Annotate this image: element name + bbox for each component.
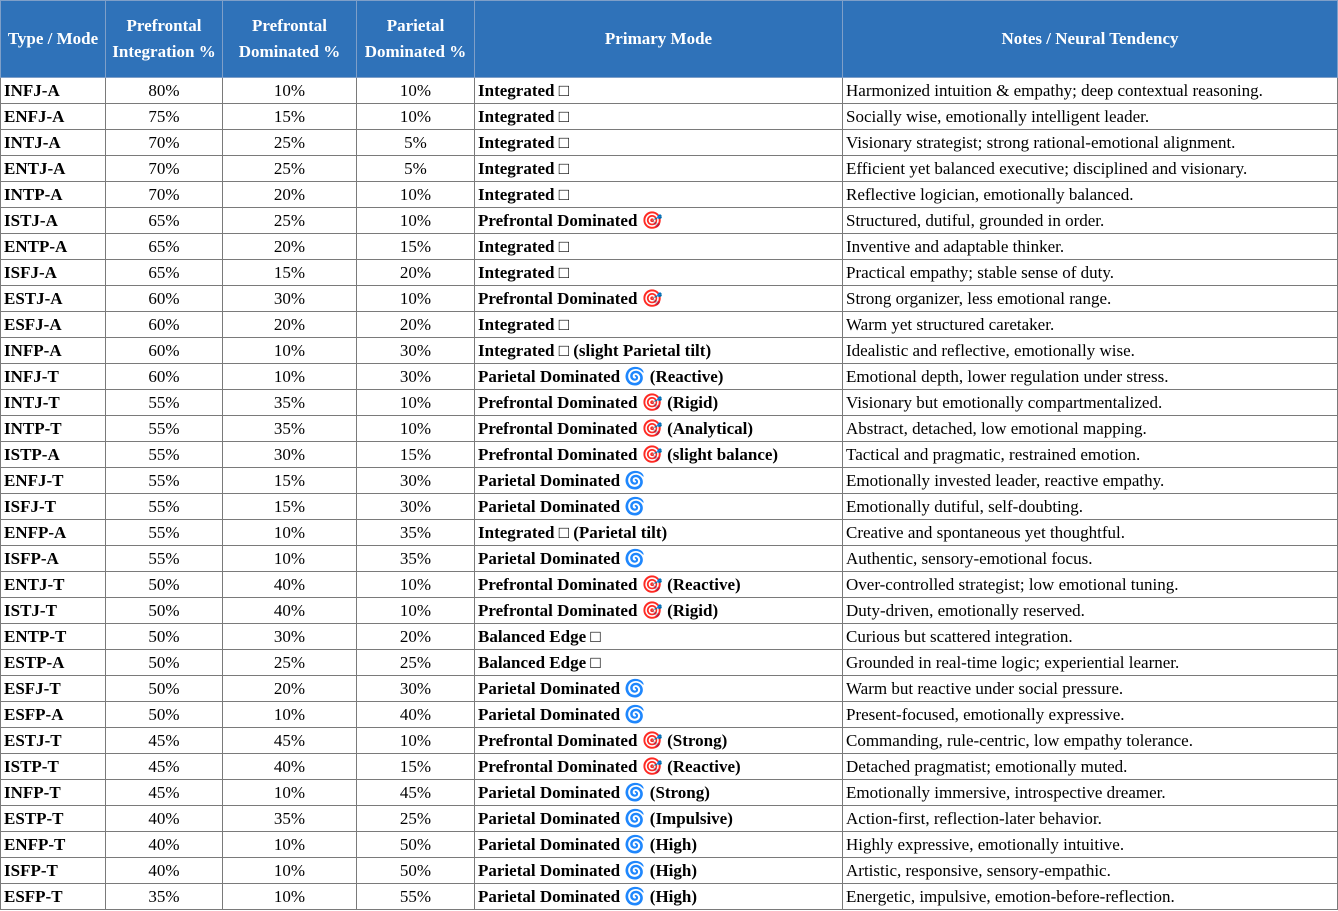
cell-primary-mode: Prefrontal Dominated 🎯 (Rigid) — [475, 390, 843, 416]
cell-primary-mode: Integrated □ — [475, 260, 843, 286]
cell-prefrontal-dominated: 10% — [223, 546, 357, 572]
cell-type: ENTP-T — [1, 624, 106, 650]
table-row — [1, 624, 1338, 650]
cell-prefrontal-integration: 35% — [106, 884, 223, 910]
cell-parietal-dominated: 5% — [357, 156, 475, 182]
cell-type: ENTP-A — [1, 234, 106, 260]
cell-type: ESFP-T — [1, 884, 106, 910]
cell-primary-mode: Parietal Dominated 🌀 (High) — [475, 884, 843, 910]
table-row — [1, 806, 1338, 832]
cell-type: ISFJ-T — [1, 494, 106, 520]
cell-prefrontal-dominated: 10% — [223, 520, 357, 546]
cell-parietal-dominated: 15% — [357, 442, 475, 468]
cell-type: INFP-T — [1, 780, 106, 806]
cell-primary-mode: Parietal Dominated 🌀 — [475, 468, 843, 494]
cell-notes: Emotionally invested leader, reactive empathy. — [843, 468, 1338, 494]
cell-parietal-dominated: 30% — [357, 338, 475, 364]
cell-prefrontal-integration: 55% — [106, 442, 223, 468]
cell-notes: Energetic, impulsive, emotion-before-reflection. — [843, 884, 1338, 910]
cell-primary-mode: Integrated □ — [475, 156, 843, 182]
cell-prefrontal-integration: 45% — [106, 728, 223, 754]
cell-primary-mode: Integrated □ — [475, 104, 843, 130]
cell-notes: Practical empathy; stable sense of duty. — [843, 260, 1338, 286]
cell-prefrontal-dominated: 15% — [223, 494, 357, 520]
cell-parietal-dominated: 10% — [357, 104, 475, 130]
cell-type: INFJ-T — [1, 364, 106, 390]
table-body — [1, 78, 1338, 910]
header-row — [1, 1, 1338, 78]
cell-type: ISTJ-T — [1, 598, 106, 624]
cell-prefrontal-integration: 60% — [106, 312, 223, 338]
table-row — [1, 754, 1338, 780]
cell-primary-mode: Integrated □ (slight Parietal tilt) — [475, 338, 843, 364]
table-row — [1, 286, 1338, 312]
cell-primary-mode: Parietal Dominated 🌀 — [475, 702, 843, 728]
cell-notes: Authentic, sensory-emotional focus. — [843, 546, 1338, 572]
cell-type: ESTJ-A — [1, 286, 106, 312]
cell-notes: Strong organizer, less emotional range. — [843, 286, 1338, 312]
cell-prefrontal-integration: 55% — [106, 520, 223, 546]
cell-parietal-dominated: 30% — [357, 494, 475, 520]
table-row — [1, 234, 1338, 260]
cell-prefrontal-integration: 65% — [106, 260, 223, 286]
cell-parietal-dominated: 45% — [357, 780, 475, 806]
cell-prefrontal-dominated: 25% — [223, 156, 357, 182]
cell-parietal-dominated: 35% — [357, 520, 475, 546]
cell-type: INFP-A — [1, 338, 106, 364]
cell-prefrontal-dominated: 25% — [223, 130, 357, 156]
cell-notes: Warm yet structured caretaker. — [843, 312, 1338, 338]
cell-prefrontal-integration: 75% — [106, 104, 223, 130]
cell-primary-mode: Prefrontal Dominated 🎯 (Reactive) — [475, 754, 843, 780]
cell-parietal-dominated: 10% — [357, 728, 475, 754]
cell-primary-mode: Prefrontal Dominated 🎯 — [475, 208, 843, 234]
cell-parietal-dominated: 20% — [357, 312, 475, 338]
cell-prefrontal-integration: 70% — [106, 156, 223, 182]
cell-prefrontal-dominated: 30% — [223, 442, 357, 468]
cell-prefrontal-integration: 55% — [106, 390, 223, 416]
cell-parietal-dominated: 10% — [357, 390, 475, 416]
cell-prefrontal-dominated: 15% — [223, 104, 357, 130]
cell-type: ESFJ-T — [1, 676, 106, 702]
cell-primary-mode: Balanced Edge □ — [475, 624, 843, 650]
cell-prefrontal-integration: 60% — [106, 286, 223, 312]
cell-notes: Action-first, reflection-later behavior. — [843, 806, 1338, 832]
cell-prefrontal-dominated: 10% — [223, 338, 357, 364]
cell-type: ISFP-A — [1, 546, 106, 572]
header-parietal-dominated: Parietal Dominated % — [357, 1, 475, 78]
cell-type: ISTP-A — [1, 442, 106, 468]
cell-type: ENFJ-T — [1, 468, 106, 494]
cell-notes: Emotionally dutiful, self-doubting. — [843, 494, 1338, 520]
cell-primary-mode: Prefrontal Dominated 🎯 (Rigid) — [475, 598, 843, 624]
table-row — [1, 260, 1338, 286]
table-row — [1, 546, 1338, 572]
cell-prefrontal-integration: 50% — [106, 572, 223, 598]
table-row — [1, 520, 1338, 546]
cell-type: INTP-A — [1, 182, 106, 208]
cell-notes: Inventive and adaptable thinker. — [843, 234, 1338, 260]
cell-parietal-dominated: 35% — [357, 546, 475, 572]
header-type-mode: Type / Mode — [1, 1, 106, 78]
cell-type: ESFP-A — [1, 702, 106, 728]
cell-parietal-dominated: 10% — [357, 182, 475, 208]
cell-prefrontal-dominated: 10% — [223, 832, 357, 858]
cell-prefrontal-integration: 40% — [106, 832, 223, 858]
table-row — [1, 884, 1338, 910]
cell-prefrontal-integration: 70% — [106, 130, 223, 156]
cell-notes: Efficient yet balanced executive; disciplined and visionary. — [843, 156, 1338, 182]
table-row — [1, 650, 1338, 676]
cell-notes: Emotional depth, lower regulation under stress. — [843, 364, 1338, 390]
table-row — [1, 780, 1338, 806]
table-row — [1, 78, 1338, 104]
cell-prefrontal-dominated: 15% — [223, 260, 357, 286]
cell-primary-mode: Balanced Edge □ — [475, 650, 843, 676]
table-row — [1, 130, 1338, 156]
cell-prefrontal-dominated: 35% — [223, 390, 357, 416]
cell-notes: Warm but reactive under social pressure. — [843, 676, 1338, 702]
cell-primary-mode: Parietal Dominated 🌀 — [475, 676, 843, 702]
cell-parietal-dominated: 5% — [357, 130, 475, 156]
table-row — [1, 156, 1338, 182]
cell-prefrontal-dominated: 20% — [223, 182, 357, 208]
cell-prefrontal-dominated: 10% — [223, 78, 357, 104]
header-primary-mode: Primary Mode — [475, 1, 843, 78]
table-row — [1, 468, 1338, 494]
cell-prefrontal-integration: 55% — [106, 546, 223, 572]
table-row — [1, 702, 1338, 728]
table-row — [1, 832, 1338, 858]
cell-primary-mode: Integrated □ — [475, 182, 843, 208]
cell-primary-mode: Parietal Dominated 🌀 (High) — [475, 858, 843, 884]
cell-prefrontal-dominated: 20% — [223, 234, 357, 260]
cell-primary-mode: Integrated □ (Parietal tilt) — [475, 520, 843, 546]
cell-notes: Visionary but emotionally compartmentalized. — [843, 390, 1338, 416]
cell-prefrontal-dominated: 15% — [223, 468, 357, 494]
cell-primary-mode: Integrated □ — [475, 234, 843, 260]
cell-type: ENTJ-A — [1, 156, 106, 182]
cell-primary-mode: Parietal Dominated 🌀 — [475, 494, 843, 520]
table-row — [1, 338, 1338, 364]
cell-type: ESTP-T — [1, 806, 106, 832]
cell-prefrontal-integration: 65% — [106, 234, 223, 260]
cell-prefrontal-dominated: 35% — [223, 416, 357, 442]
cell-notes: Over-controlled strategist; low emotional tuning. — [843, 572, 1338, 598]
cell-prefrontal-integration: 40% — [106, 806, 223, 832]
cell-type: ENFP-A — [1, 520, 106, 546]
cell-notes: Artistic, responsive, sensory-empathic. — [843, 858, 1338, 884]
cell-parietal-dominated: 50% — [357, 858, 475, 884]
cell-notes: Visionary strategist; strong rational-emotional alignment. — [843, 130, 1338, 156]
table-row — [1, 598, 1338, 624]
cell-prefrontal-integration: 70% — [106, 182, 223, 208]
cell-parietal-dominated: 30% — [357, 676, 475, 702]
cell-prefrontal-integration: 45% — [106, 780, 223, 806]
cell-primary-mode: Prefrontal Dominated 🎯 (Strong) — [475, 728, 843, 754]
cell-type: ESTJ-T — [1, 728, 106, 754]
cell-primary-mode: Integrated □ — [475, 130, 843, 156]
cell-notes: Idealistic and reflective, emotionally wise. — [843, 338, 1338, 364]
cell-notes: Reflective logician, emotionally balanced. — [843, 182, 1338, 208]
cell-prefrontal-dominated: 45% — [223, 728, 357, 754]
cell-primary-mode: Parietal Dominated 🌀 (Impulsive) — [475, 806, 843, 832]
cell-type: INTP-T — [1, 416, 106, 442]
table-row — [1, 416, 1338, 442]
cell-prefrontal-dominated: 20% — [223, 312, 357, 338]
cell-prefrontal-dominated: 40% — [223, 572, 357, 598]
cell-type: ESFJ-A — [1, 312, 106, 338]
cell-prefrontal-integration: 80% — [106, 78, 223, 104]
cell-prefrontal-integration: 60% — [106, 364, 223, 390]
cell-type: ESTP-A — [1, 650, 106, 676]
cell-prefrontal-integration: 55% — [106, 494, 223, 520]
cell-primary-mode: Prefrontal Dominated 🎯 — [475, 286, 843, 312]
cell-primary-mode: Parietal Dominated 🌀 (Reactive) — [475, 364, 843, 390]
table-row — [1, 572, 1338, 598]
cell-parietal-dominated: 10% — [357, 598, 475, 624]
cell-parietal-dominated: 10% — [357, 572, 475, 598]
cell-prefrontal-dominated: 20% — [223, 676, 357, 702]
cell-primary-mode: Prefrontal Dominated 🎯 (Reactive) — [475, 572, 843, 598]
cell-parietal-dominated: 40% — [357, 702, 475, 728]
table-row — [1, 208, 1338, 234]
cell-notes: Curious but scattered integration. — [843, 624, 1338, 650]
cell-prefrontal-dominated: 10% — [223, 858, 357, 884]
table-row — [1, 442, 1338, 468]
cell-notes: Detached pragmatist; emotionally muted. — [843, 754, 1338, 780]
cell-prefrontal-dominated: 25% — [223, 650, 357, 676]
cell-prefrontal-integration: 50% — [106, 624, 223, 650]
cell-type: ENFP-T — [1, 832, 106, 858]
cell-prefrontal-integration: 50% — [106, 676, 223, 702]
cell-prefrontal-integration: 55% — [106, 468, 223, 494]
cell-prefrontal-integration: 50% — [106, 650, 223, 676]
cell-notes: Creative and spontaneous yet thoughtful. — [843, 520, 1338, 546]
cell-prefrontal-dominated: 30% — [223, 286, 357, 312]
cell-parietal-dominated: 25% — [357, 650, 475, 676]
cell-prefrontal-dominated: 30% — [223, 624, 357, 650]
cell-primary-mode: Parietal Dominated 🌀 — [475, 546, 843, 572]
header-notes: Notes / Neural Tendency — [843, 1, 1338, 78]
table-row — [1, 676, 1338, 702]
cell-primary-mode: Integrated □ — [475, 312, 843, 338]
cell-prefrontal-integration: 50% — [106, 702, 223, 728]
cell-parietal-dominated: 15% — [357, 234, 475, 260]
cell-primary-mode: Prefrontal Dominated 🎯 (slight balance) — [475, 442, 843, 468]
cell-notes: Commanding, rule-centric, low empathy tolerance. — [843, 728, 1338, 754]
cell-parietal-dominated: 20% — [357, 260, 475, 286]
cell-notes: Tactical and pragmatic, restrained emotion. — [843, 442, 1338, 468]
cell-prefrontal-integration: 40% — [106, 858, 223, 884]
cell-notes: Harmonized intuition & empathy; deep contextual reasoning. — [843, 78, 1338, 104]
cell-prefrontal-integration: 45% — [106, 754, 223, 780]
cell-prefrontal-dominated: 40% — [223, 754, 357, 780]
table-header — [1, 1, 1338, 78]
cell-type: ISTJ-A — [1, 208, 106, 234]
cell-notes: Socially wise, emotionally intelligent leader. — [843, 104, 1338, 130]
cell-prefrontal-integration: 55% — [106, 416, 223, 442]
table-row — [1, 104, 1338, 130]
header-prefrontal-dominated: Prefrontal Dominated % — [223, 1, 357, 78]
table-row — [1, 858, 1338, 884]
cell-parietal-dominated: 10% — [357, 78, 475, 104]
table-row — [1, 312, 1338, 338]
cell-parietal-dominated: 30% — [357, 468, 475, 494]
cell-prefrontal-integration: 50% — [106, 598, 223, 624]
cell-notes: Structured, dutiful, grounded in order. — [843, 208, 1338, 234]
cell-parietal-dominated: 15% — [357, 754, 475, 780]
cell-primary-mode: Parietal Dominated 🌀 (Strong) — [475, 780, 843, 806]
cell-type: ENTJ-T — [1, 572, 106, 598]
cell-prefrontal-dominated: 10% — [223, 884, 357, 910]
cell-prefrontal-dominated: 10% — [223, 702, 357, 728]
table-row — [1, 390, 1338, 416]
cell-parietal-dominated: 25% — [357, 806, 475, 832]
cell-parietal-dominated: 10% — [357, 416, 475, 442]
cell-notes: Highly expressive, emotionally intuitive. — [843, 832, 1338, 858]
cell-prefrontal-dominated: 35% — [223, 806, 357, 832]
cell-parietal-dominated: 50% — [357, 832, 475, 858]
table-row — [1, 728, 1338, 754]
cell-type: ISTP-T — [1, 754, 106, 780]
cell-type: INTJ-A — [1, 130, 106, 156]
cell-type: INTJ-T — [1, 390, 106, 416]
cell-parietal-dominated: 10% — [357, 208, 475, 234]
cell-type: ISFP-T — [1, 858, 106, 884]
cell-notes: Grounded in real-time logic; experiential learner. — [843, 650, 1338, 676]
cell-notes: Abstract, detached, low emotional mapping. — [843, 416, 1338, 442]
header-prefrontal-integration: Prefrontal Integration % — [106, 1, 223, 78]
cell-notes: Duty-driven, emotionally reserved. — [843, 598, 1338, 624]
cell-prefrontal-integration: 65% — [106, 208, 223, 234]
cell-prefrontal-dominated: 25% — [223, 208, 357, 234]
cell-parietal-dominated: 10% — [357, 286, 475, 312]
cell-type: ENFJ-A — [1, 104, 106, 130]
cell-notes: Emotionally immersive, introspective dreamer. — [843, 780, 1338, 806]
cell-type: INFJ-A — [1, 78, 106, 104]
table-row — [1, 182, 1338, 208]
cell-parietal-dominated: 55% — [357, 884, 475, 910]
cell-primary-mode: Prefrontal Dominated 🎯 (Analytical) — [475, 416, 843, 442]
cell-prefrontal-dominated: 10% — [223, 364, 357, 390]
cell-prefrontal-dominated: 40% — [223, 598, 357, 624]
cell-parietal-dominated: 20% — [357, 624, 475, 650]
cell-prefrontal-dominated: 10% — [223, 780, 357, 806]
cell-primary-mode: Parietal Dominated 🌀 (High) — [475, 832, 843, 858]
cell-parietal-dominated: 30% — [357, 364, 475, 390]
cell-prefrontal-integration: 60% — [106, 338, 223, 364]
cell-notes: Present-focused, emotionally expressive. — [843, 702, 1338, 728]
cell-type: ISFJ-A — [1, 260, 106, 286]
cell-primary-mode: Integrated □ — [475, 78, 843, 104]
table-row — [1, 364, 1338, 390]
table-row — [1, 494, 1338, 520]
